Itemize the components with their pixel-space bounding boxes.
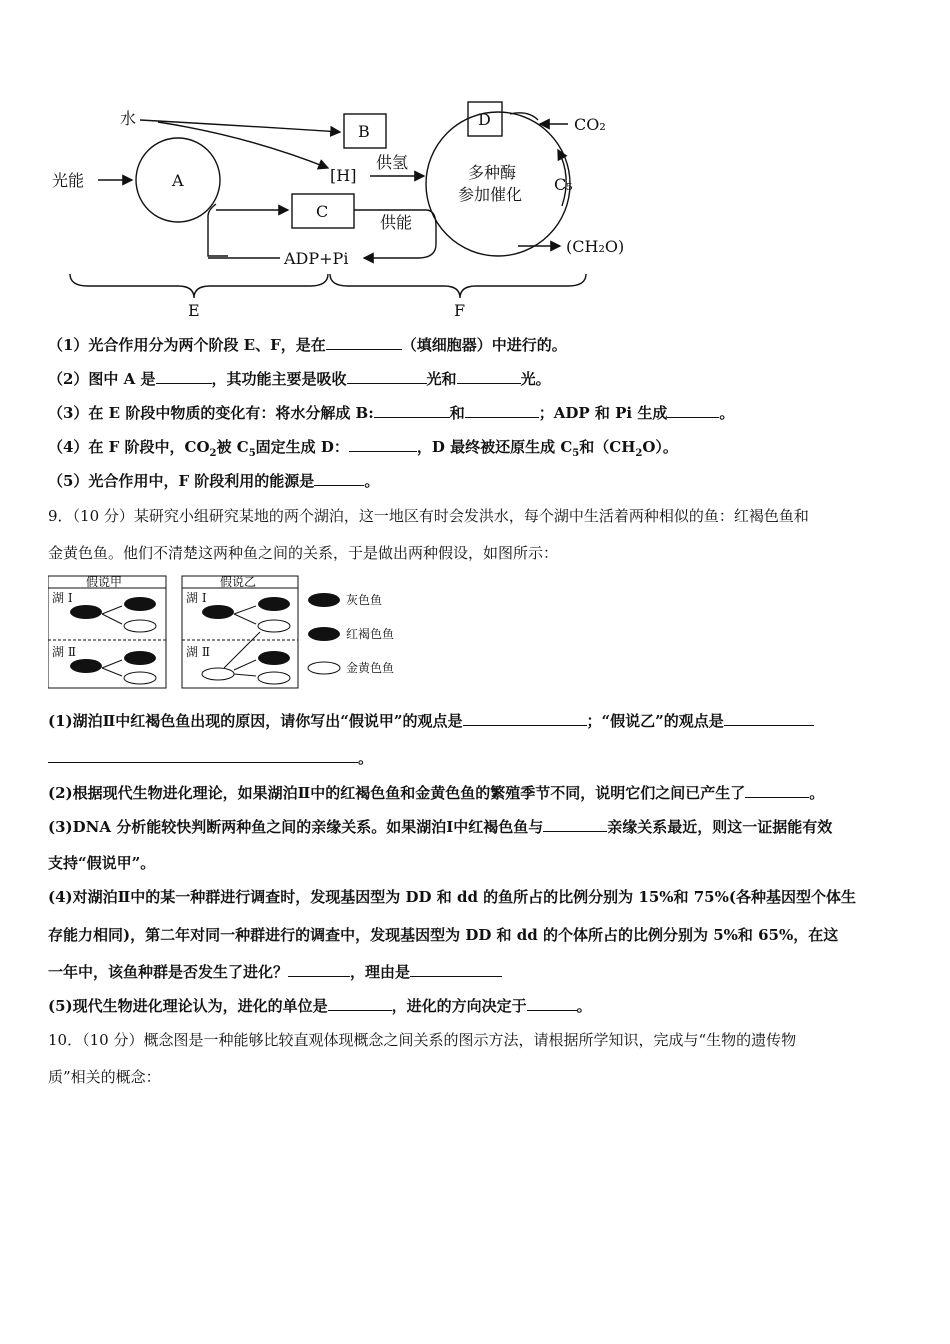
q8-part4: （4）在 F 阶段中，$CO_2$被 $C_5$固定生成 D： ，D 最终被还原生成 $C_5$和$(CH_2O)$。 [48,438,678,459]
gray-fish-icon [202,605,234,619]
legend-gold-fish-icon [308,662,340,674]
q9-sub1-cont: 。 [48,748,373,768]
ch2o-label: (CH₂O) [566,237,625,256]
red-fish-icon [124,651,156,665]
legend-red-label: 红褐色鱼 [346,627,395,641]
red-fish-icon [258,597,290,611]
q9-sub4-line2: 存能力相同)，第二年对同一种群进行的调查中，发现基因型为 DD 和 dd 的个体所占的比例分别为 5%和 65%，在这 [48,926,839,944]
q8-part1: （1）光合作用分为两个阶段 E、F，是在 （填细胞器）中进行的。 [48,336,567,354]
lake2-label: 湖 Ⅱ [186,645,210,659]
q9-sub5: (5)现代生物进化理论认为，进化的单位是 ，进化的方向决定于 。 [48,997,592,1015]
legend-gold-label: 金黄色鱼 [346,661,395,675]
water-label: 水 [120,109,137,128]
gold-fish-icon [124,672,156,684]
h-label: [H] [330,166,357,185]
q8-part5: （5）光合作用中，F 阶段利用的能源是 。 [48,472,380,490]
a-label: A [172,171,184,190]
q9-intro-line1: 9．（10 分）某研究小组研究某地的两个湖泊，这一地区有时会发洪水，每个湖中生活着两种相似的鱼：红褐色鱼和 [48,507,809,525]
f-label: F [454,301,466,320]
gold-fish-icon [258,620,290,632]
q9-intro-line2: 金黄色鱼。他们不清楚这两种鱼之间的关系，于是做出两种假设，如图所示： [48,544,559,562]
circle-calvin [426,112,570,256]
q9-sub3-cont: 支持“假说甲”。 [48,854,156,872]
adp-label: ADP+Pi [284,249,349,268]
gold-fish-icon [258,672,290,684]
lake2-label: 湖 Ⅱ [52,645,76,659]
q8-part2: （2）图中 A 是 ，其功能主要是吸收 光和 光。 [48,370,551,388]
red-fish-icon [124,597,156,611]
e-label: E [188,301,200,320]
hypothesis-a-title: 假说甲 [86,575,123,589]
gray-fish-icon [70,605,102,619]
photosynthesis-diagram [48,96,648,322]
gold-fish-icon [202,668,234,680]
gold-fish-icon [124,620,156,632]
light-energy-label: 光能 [52,171,85,190]
lake1-label: 湖 Ⅰ [52,591,73,605]
legend-gray-fish-icon [308,593,340,607]
red-fish-icon [258,651,290,665]
co2-label: CO₂ [574,115,606,134]
c5-label: C₅ [554,175,573,194]
brace-e [70,274,328,298]
q9-sub4-line3: 一年中，该鱼种群是否发生了进化？ ，理由是 [48,962,502,982]
legend-gray-label: 灰色鱼 [346,593,383,607]
q10-line2: 质”相关的概念： [48,1068,161,1086]
c-label: C [316,202,329,221]
supply-h-label: 供氢 [376,153,409,172]
enzyme-line1: 多种酶 [468,163,517,182]
brace-f [330,274,586,298]
hypothesis-b-title: 假说乙 [220,575,257,589]
lake1-label: 湖 Ⅰ [186,591,207,605]
d-label: D [478,110,491,129]
q10-line1: 10．（10 分）概念图是一种能够比较直观体现概念之间关系的图示方法，请根据所学知识，完成与“生物的遗传物 [48,1031,797,1049]
legend-red-fish-icon [308,627,340,641]
q9-sub3: (3)DNA 分析能较快判断两种鱼之间的亲缘关系。如果湖泊Ⅰ中红褐色鱼与 亲缘关系最近，则这一证据能有效 [48,818,833,836]
q9-sub1: (1)湖泊Ⅱ中红褐色鱼出现的原因，请你写出“假说甲”的观点是 ；“假说乙”的观点是 [48,711,814,731]
supply-energy-label: 供能 [380,213,413,232]
enzyme-line2: 参加催化 [458,185,523,204]
gray-fish-icon [70,659,102,673]
b-label: B [358,122,370,141]
hypothesis-diagram [48,574,408,692]
q9-sub4-line1: (4)对湖泊Ⅱ中的某一种群进行调查时，发现基因型为 DD 和 dd 的鱼所占的比例分别为 15%和 75%(各种基因型个体生 [48,888,856,906]
q9-sub2: (2)根据现代生物进化理论，如果湖泊Ⅱ中的红褐色鱼和金黄色鱼的繁殖季节不同，说明它们之间已产生了 。 [48,784,825,802]
q8-part3: （3）在 E 阶段中物质的变化有：将水分解成 B: 和 ；ADP 和 Pi 生成 。 [48,404,735,422]
